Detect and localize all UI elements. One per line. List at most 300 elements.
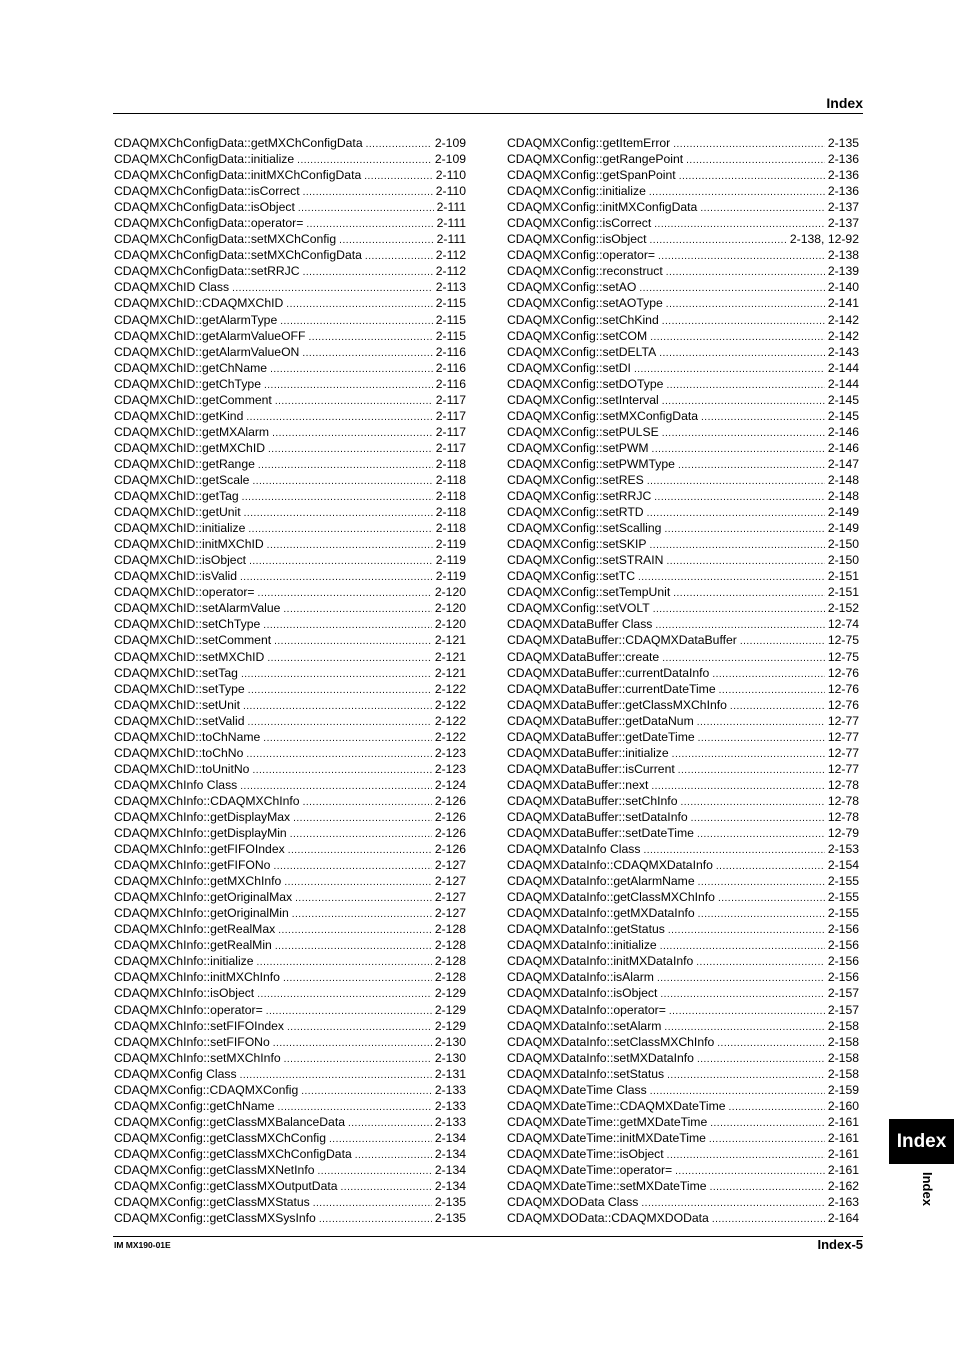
index-entry-page: 2-122: [434, 729, 466, 744]
index-entry: [507, 632, 859, 648]
index-entry-page: 2-162: [827, 1179, 859, 1194]
index-entry: [114, 328, 466, 344]
index-entry-name: CDAQMXDateTime::initMXDateTime: [507, 1130, 706, 1145]
leader-dots: [666, 554, 824, 570]
leader-dots: [241, 667, 432, 683]
index-entry-page: 12-78: [827, 793, 859, 808]
index-entry-name: CDAQMXChID::setTag: [114, 665, 238, 680]
index-entry-name: CDAQMXConfig::getClassMXStatus: [114, 1195, 310, 1210]
index-entry-page: 2-117: [435, 424, 466, 439]
index-entry-page: 2-116: [435, 344, 466, 359]
index-entry-page: 2-111: [436, 216, 466, 231]
leader-dots: [263, 618, 432, 634]
index-entry-page: 2-156: [827, 922, 859, 937]
index-entry-page: 12-76: [827, 697, 859, 712]
index-entry-page: 2-120: [434, 601, 466, 616]
index-entry-page: 12-75: [827, 633, 859, 648]
index-entry: [114, 729, 466, 745]
index-entry-page: 2-164: [827, 1211, 859, 1226]
index-entry-name: CDAQMXDataInfo::getClassMXChInfo: [507, 890, 715, 905]
leader-dots: [673, 137, 825, 153]
leader-dots: [647, 474, 825, 490]
leader-dots: [303, 265, 433, 281]
index-entry-page: 2-126: [434, 826, 466, 841]
index-entry-page: 2-119: [435, 569, 466, 584]
index-entry-page: 2-146: [827, 424, 859, 439]
leader-dots: [248, 715, 432, 731]
index-entry-page: 2-118: [435, 489, 466, 504]
index-entry: [507, 1098, 859, 1114]
index-entry-name: CDAQMXDataBuffer::currentDataInfo: [507, 665, 710, 680]
index-entry: [507, 841, 859, 857]
leader-dots: [740, 634, 825, 650]
index-entry-name: CDAQMXDataInfo::CDAQMXDataInfo: [507, 858, 713, 873]
leader-dots: [730, 699, 825, 715]
index-entry-name: CDAQMXDateTime Class: [507, 1082, 647, 1097]
index-entry-page: 2-130: [434, 1050, 466, 1065]
leader-dots: [709, 1132, 825, 1148]
index-entry: [114, 1098, 466, 1114]
index-entry-page: 2-127: [434, 874, 466, 889]
leader-dots: [301, 1084, 432, 1100]
leader-dots: [658, 249, 825, 265]
index-entry: [507, 697, 859, 713]
leader-dots: [257, 987, 432, 1003]
index-entry: [507, 809, 859, 825]
index-entry: [114, 905, 466, 921]
index-entry-name: CDAQMXConfig::getClassMXOutputData: [114, 1179, 338, 1194]
index-entry: [507, 1082, 859, 1098]
index-entry: [507, 969, 859, 985]
index-entry-page: 2-124: [434, 777, 466, 792]
leader-dots: [639, 281, 824, 297]
footer-divider: [113, 1236, 863, 1237]
index-entry-page: 2-133: [434, 1114, 466, 1129]
index-entry-name: CDAQMXChID::getAlarmValueON: [114, 344, 300, 359]
leader-dots: [263, 731, 432, 747]
leader-dots: [313, 1196, 432, 1212]
index-entry-name: CDAQMXConfig::setTC: [507, 569, 635, 584]
index-entry-name: CDAQMXChInfo::setFIFOIndex: [114, 1018, 285, 1033]
index-entry-name: CDAQMXChID::getTag: [114, 489, 239, 504]
index-entry-page: 2-160: [827, 1098, 859, 1113]
index-entry-page: 2-129: [434, 1002, 466, 1017]
index-entry-page: 2-131: [434, 1066, 466, 1081]
index-entry: [507, 392, 859, 408]
leader-dots: [303, 795, 432, 811]
index-entry: [114, 183, 466, 199]
leader-dots: [298, 201, 434, 217]
leader-dots: [292, 907, 432, 923]
index-entry-name: CDAQMXChConfigData::isCorrect: [114, 184, 300, 199]
index-entry-name: CDAQMXConfig::reconstruct: [507, 264, 663, 279]
index-entry-name: CDAQMXConfig::setPWM: [507, 440, 649, 455]
index-entry: [114, 825, 466, 841]
leader-dots: [716, 859, 825, 875]
index-entry-name: CDAQMXChID::getComment: [114, 392, 272, 407]
index-entry-name: CDAQMXChID::isObject: [114, 553, 247, 568]
index-entry: [507, 825, 859, 841]
index-entry-name: CDAQMXDataInfo::initialize: [507, 938, 657, 953]
index-entry-page: 12-75: [827, 649, 859, 664]
leader-dots: [650, 538, 825, 554]
index-entry: [114, 424, 466, 440]
index-entry-page: 2-139: [827, 264, 859, 279]
index-entry: [114, 504, 466, 520]
index-entry-page: 12-79: [827, 826, 859, 841]
index-entry-name: CDAQMXConfig::setInterval: [507, 392, 659, 407]
index-entry-name: CDAQMXConfig::getSpanPoint: [507, 168, 676, 183]
index-entry-name: CDAQMXConfig::setRTD: [507, 505, 644, 520]
leader-dots: [668, 923, 825, 939]
index-entry: [507, 520, 859, 536]
index-entry: [114, 761, 466, 777]
index-entry: [114, 953, 466, 969]
leader-dots: [718, 891, 825, 907]
index-entry: [114, 937, 466, 953]
index-entry-name: CDAQMXChID::getMXChID: [114, 440, 266, 455]
index-entry: [114, 1066, 466, 1082]
index-entry: [114, 777, 466, 793]
index-entry-name: CDAQMXDataInfo::isAlarm: [507, 970, 654, 985]
index-entry-name: CDAQMXConfig::getClassMXChConfigData: [114, 1146, 352, 1161]
leader-dots: [666, 265, 825, 281]
index-entry-page: 12-76: [827, 665, 859, 680]
index-entry-page: 2-127: [434, 890, 466, 905]
index-entry-name: CDAQMXDataBuffer::isCurrent: [507, 761, 675, 776]
index-entry-name: CDAQMXDataInfo::setAlarm: [507, 1018, 662, 1033]
index-entry-name: CDAQMXChInfo::getFIFONo: [114, 858, 271, 873]
index-entry: [114, 1162, 466, 1178]
page-number: Index-5: [817, 1237, 863, 1252]
index-entry: [114, 247, 466, 263]
index-entry: [114, 841, 466, 857]
index-entry-page: 2-151: [827, 569, 859, 584]
index-entry-page: 2-161: [827, 1114, 859, 1129]
index-entry: [114, 295, 466, 311]
index-entry-name: CDAQMXConfig::getClassMXSysInfo: [114, 1211, 316, 1226]
index-entry-name: CDAQMXChID::getAlarmValueOFF: [114, 328, 306, 343]
index-entry-page: 12-78: [827, 777, 859, 792]
leader-dots: [650, 233, 787, 249]
index-entry-name: CDAQMXChID Class: [114, 280, 230, 295]
index-entry-name: CDAQMXChConfigData::setMXChConfigData: [114, 248, 362, 263]
index-entry-page: 2-142: [827, 312, 859, 327]
leader-dots: [275, 939, 432, 955]
leader-dots: [697, 715, 825, 731]
index-entry-name: CDAQMXConfig::setRES: [507, 472, 644, 487]
index-entry-page: 2-134: [434, 1179, 466, 1194]
index-entry-page: 12-77: [827, 745, 859, 760]
index-entry-name: CDAQMXConfig::setSKIP: [507, 537, 647, 552]
index-entry: [114, 376, 466, 392]
index-entry: [114, 809, 466, 825]
index-entry: [114, 600, 466, 616]
leader-dots: [669, 1004, 825, 1020]
index-entry-name: CDAQMXChID::toChNo: [114, 745, 244, 760]
index-entry-page: 2-118: [435, 521, 466, 536]
index-entry: [114, 1130, 466, 1146]
index-entry-name: CDAQMXDataInfo::isObject: [507, 986, 658, 1001]
index-entry-page: 2-116: [435, 376, 466, 391]
index-entry: [114, 392, 466, 408]
index-entry-name: CDAQMXConfig::setPWMType: [507, 456, 675, 471]
index-entry: [507, 376, 859, 392]
index-entry: [507, 1146, 859, 1162]
index-entry: [507, 360, 859, 376]
leader-dots: [272, 426, 433, 442]
index-entry: [507, 1194, 859, 1210]
index-entry-page: 2-111: [436, 232, 466, 247]
index-entry-page: 12-74: [827, 617, 859, 632]
index-entry-page: 2-161: [827, 1163, 859, 1177]
index-entry-name: CDAQMXDataInfo::getMXDataInfo: [507, 906, 695, 921]
index-entry-name: CDAQMXConfig::setDI: [507, 360, 631, 375]
leader-dots: [274, 634, 432, 650]
leader-dots: [698, 907, 825, 923]
index-entry-name: CDAQMXChConfigData::operator=: [114, 216, 304, 231]
index-column-right: [507, 135, 859, 1226]
index-entry-name: CDAQMXConfig::operator=: [507, 248, 656, 263]
leader-dots: [701, 410, 825, 426]
index-entry: [507, 873, 859, 889]
index-entry-name: CDAQMXConfig::setAO: [507, 280, 637, 295]
index-entry-page: 2-118: [435, 472, 466, 487]
leader-dots: [270, 362, 433, 378]
index-entry-page: 2-115: [435, 296, 466, 311]
index-entry: [507, 616, 859, 632]
leader-dots: [252, 474, 432, 490]
index-entry: [507, 328, 859, 344]
leader-dots: [308, 330, 432, 346]
index-entry-page: 2-157: [827, 1002, 859, 1017]
index-entry: [507, 584, 859, 600]
index-entry-name: CDAQMXChID::getAlarmType: [114, 312, 278, 327]
index-entry-page: 2-148: [827, 472, 859, 487]
index-entry-page: 2-130: [434, 1034, 466, 1049]
index-entry: [114, 713, 466, 729]
index-entry-page: 2-122: [434, 681, 466, 696]
index-entry-name: CDAQMXConfig::getItemError: [507, 136, 671, 150]
leader-dots: [284, 1052, 432, 1068]
side-tab-index[interactable]: Index: [889, 1119, 954, 1164]
index-entry: [507, 552, 859, 568]
index-entry-name: CDAQMXConfig::isObject: [507, 232, 647, 247]
index-entry-page: 2-135: [434, 1195, 466, 1210]
index-entry: [507, 905, 859, 921]
index-entry: [507, 279, 859, 295]
index-entry-name: CDAQMXConfig Class: [114, 1066, 237, 1081]
index-entry: [114, 440, 466, 456]
index-entry-name: CDAQMXConfig::setMXConfigData: [507, 408, 699, 423]
leader-dots: [293, 811, 432, 827]
leader-dots: [246, 747, 431, 763]
index-entry-page: 2-115: [435, 328, 466, 343]
index-entry-name: CDAQMXChInfo::initialize: [114, 954, 254, 969]
index-entry: [114, 263, 466, 279]
index-entry-name: CDAQMXChID::getKind: [114, 408, 244, 423]
index-entry-page: 2-116: [435, 360, 466, 375]
index-entry-page: 2-128: [434, 922, 466, 937]
index-entry-page: 2-126: [434, 793, 466, 808]
index-entry: [114, 215, 466, 231]
index-entry-name: CDAQMXDOData Class: [507, 1195, 639, 1210]
index-entry: [114, 488, 466, 504]
leader-dots: [366, 137, 432, 153]
index-entry-name: CDAQMXChInfo::getRealMax: [114, 922, 276, 937]
index-entry-name: CDAQMXChInfo::setFIFONo: [114, 1034, 270, 1049]
leader-dots: [650, 330, 825, 346]
leader-dots: [717, 1036, 825, 1052]
leader-dots: [365, 249, 433, 265]
index-entry-page: 2-112: [435, 248, 466, 263]
leader-dots: [246, 410, 432, 426]
index-entry-page: 2-120: [434, 617, 466, 632]
index-entry-name: CDAQMXDataBuffer::setDateTime: [507, 826, 694, 841]
index-entry-name: CDAQMXDataBuffer::getDataNum: [507, 713, 694, 728]
index-entry: [507, 472, 859, 488]
leader-dots: [283, 971, 432, 987]
leader-dots: [268, 442, 433, 458]
header-divider: [113, 113, 863, 114]
index-entry: [114, 1146, 466, 1162]
leader-dots: [664, 522, 824, 538]
index-entry: [114, 969, 466, 985]
index-entry: [114, 568, 466, 584]
index-entry: [507, 504, 859, 520]
leader-dots: [252, 763, 431, 779]
index-entry: [114, 649, 466, 665]
index-entry: [114, 520, 466, 536]
index-entry: [114, 1018, 466, 1034]
index-entry-name: CDAQMXDataBuffer::setChInfo: [507, 793, 678, 808]
index-entry-page: 2-151: [827, 585, 859, 600]
index-entry-page: 2-111: [436, 200, 466, 215]
index-entry: [507, 600, 859, 616]
index-entry-name: CDAQMXDateTime::CDAQMXDateTime: [507, 1098, 726, 1113]
index-entry: [507, 408, 859, 424]
index-entry-name: CDAQMXDataBuffer::CDAQMXDataBuffer: [507, 633, 737, 648]
index-entry-name: CDAQMXConfig::setAOType: [507, 296, 663, 311]
index-entry-name: CDAQMXConfig::setCOM: [507, 328, 648, 343]
index-entry-page: 2-126: [434, 809, 466, 824]
leader-dots: [286, 297, 432, 313]
index-entry-page: 2-136: [827, 152, 859, 167]
index-entry: [114, 873, 466, 889]
index-entry-page: 2-142: [827, 328, 859, 343]
index-entry-name: CDAQMXConfig::setSTRAIN: [507, 553, 664, 568]
index-entry: [507, 985, 859, 1001]
leader-dots: [710, 1180, 825, 1196]
index-entry-page: 2-112: [435, 264, 466, 279]
index-entry-page: 2-119: [435, 537, 466, 552]
index-entry-page: 2-137: [827, 200, 859, 215]
leader-dots: [283, 602, 431, 618]
index-entry: [114, 889, 466, 905]
index-entry: [507, 793, 859, 809]
leader-dots: [364, 169, 433, 185]
index-entry: [114, 1178, 466, 1194]
leader-dots: [355, 1148, 432, 1164]
index-entry-name: CDAQMXDataBuffer::currentDateTime: [507, 681, 716, 696]
index-entry: [507, 1114, 859, 1130]
index-entry-name: CDAQMXChInfo::getOriginalMax: [114, 890, 293, 905]
leader-dots: [240, 570, 433, 586]
index-entry-page: 2-119: [435, 553, 466, 568]
index-entry-name: CDAQMXChID::initMXChID: [114, 537, 264, 552]
index-entry-page: 2-135: [434, 1211, 466, 1226]
index-entry: [507, 199, 859, 215]
leader-dots: [244, 506, 433, 522]
index-entry-name: CDAQMXConfig::getClassMXNetInfo: [114, 1163, 315, 1177]
index-entry-page: 2-123: [434, 745, 466, 760]
index-entry: [114, 472, 466, 488]
index-entry-name: CDAQMXConfig::setDOType: [507, 376, 664, 391]
leader-dots: [647, 506, 825, 522]
leader-dots: [288, 843, 432, 859]
index-entry-name: CDAQMXChID::getUnit: [114, 505, 241, 520]
leader-dots: [290, 827, 432, 843]
index-entry: [507, 745, 859, 761]
index-entry-name: CDAQMXChID::setAlarmValue: [114, 601, 281, 616]
index-entry: [114, 1050, 466, 1066]
index-entry-name: CDAQMXConfig::isCorrect: [507, 216, 652, 231]
index-entry: [507, 247, 859, 263]
leader-dots: [653, 602, 825, 618]
index-entry: [114, 167, 466, 183]
index-entry-page: 2-138: [827, 248, 859, 263]
leader-dots: [672, 747, 825, 763]
index-entry-page: 2-158: [827, 1066, 859, 1081]
index-entry-page: 2-163: [827, 1195, 859, 1210]
leader-dots: [700, 201, 824, 217]
index-entry-name: CDAQMXChID::toUnitNo: [114, 761, 250, 776]
leader-dots: [712, 667, 825, 683]
index-entry-page: 2-128: [434, 938, 466, 953]
page-header-title: Index: [826, 95, 863, 111]
index-entry-page: 2-150: [827, 553, 859, 568]
index-entry-name: CDAQMXConfig::initialize: [507, 184, 646, 199]
leader-dots: [686, 153, 825, 169]
document-id: IM MX190-01E: [114, 1240, 171, 1250]
index-entry-name: CDAQMXConfig::getClassMXChConfig: [114, 1130, 327, 1145]
index-entry-page: 2-136: [827, 168, 859, 183]
index-entry-name: CDAQMXDateTime::isObject: [507, 1146, 664, 1161]
index-entry-page: 2-158: [827, 1050, 859, 1065]
leader-dots: [691, 811, 825, 827]
index-entry-name: CDAQMXDataBuffer::next: [507, 777, 649, 792]
index-entry-page: 12-77: [827, 729, 859, 744]
index-entry: [114, 793, 466, 809]
index-entry-page: 2-117: [435, 392, 466, 407]
index-entry: [507, 424, 859, 440]
index-entry: [507, 231, 859, 247]
index-entry: [114, 312, 466, 328]
index-entry-name: CDAQMXChInfo::setMXChInfo: [114, 1050, 281, 1065]
leader-dots: [659, 346, 825, 362]
index-entry-page: 2-122: [434, 713, 466, 728]
leader-dots: [712, 1212, 825, 1228]
index-column-left: [114, 135, 466, 1226]
leader-dots: [678, 763, 825, 779]
index-entry-page: 2-128: [434, 954, 466, 969]
leader-dots: [729, 1100, 825, 1116]
index-entry-name: CDAQMXChInfo::initMXChInfo: [114, 970, 280, 985]
index-entry-name: CDAQMXConfig::setVOLT: [507, 601, 650, 616]
index-entry-page: 2-129: [434, 986, 466, 1001]
index-entry-name: CDAQMXChID::setUnit: [114, 697, 240, 712]
leader-dots: [287, 1020, 432, 1036]
